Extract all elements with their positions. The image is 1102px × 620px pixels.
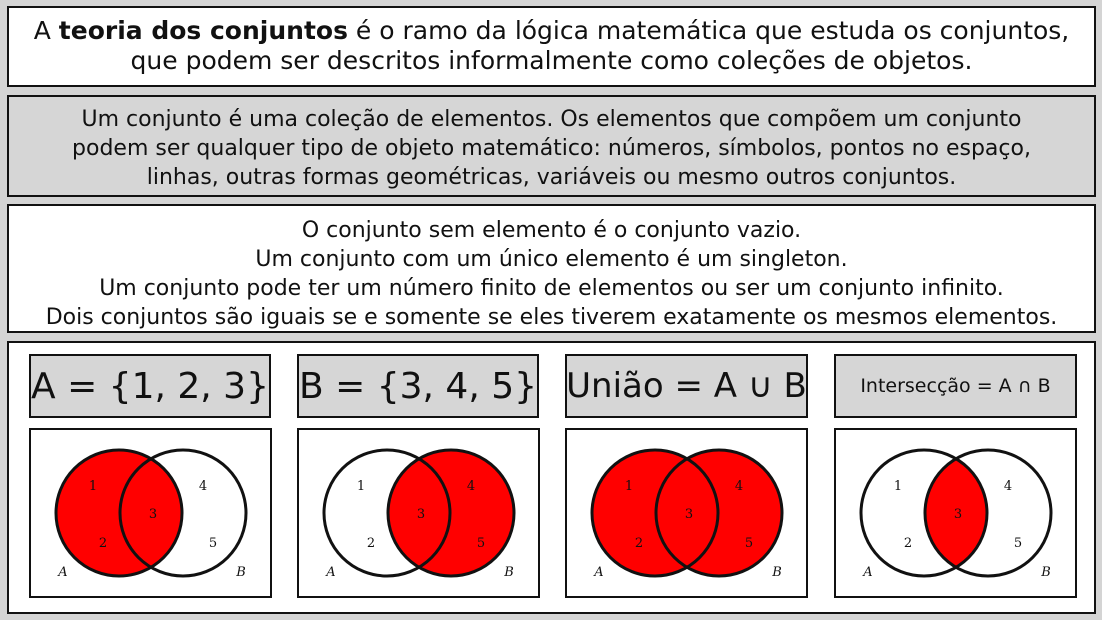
element-label: 5 [1013,536,1023,551]
element-label: 1 [893,479,903,494]
intro-line-1-rest: é o ramo da lógica matemática que estuda os conjuntos, [347,16,1070,45]
set-a-name: A [58,565,68,580]
element-label: 3 [148,507,158,522]
element-label: 2 [634,536,644,551]
intro-line-1 [9,16,1094,46]
set-a-name: A [594,565,604,580]
intro-line-2: que podem ser descritos informalmente como coleções de objetos. [130,46,973,75]
intro-term: teoria dos conjuntos [58,16,348,45]
venn-diagram-b [297,428,540,598]
set-b-name: B [1041,565,1051,580]
element-label: 1 [88,479,98,494]
element-label: 4 [198,479,208,494]
element-label: 3 [416,507,426,522]
element-label: 4 [466,479,476,494]
element-label: 4 [734,479,744,494]
venn-svg [567,430,806,596]
venn-diagram-intersection [834,428,1077,598]
venn-svg [31,430,270,596]
label-set-b: B = {3, 4, 5} [297,354,539,418]
definition-panel [7,95,1096,197]
definition-line: linhas, outras formas geométricas, variáveis ou mesmo outros conjuntos. [146,165,957,190]
element-label: 1 [356,479,366,494]
label-intersection: Intersecção = A ∩ B [834,354,1077,418]
element-label: 5 [208,536,218,551]
fact-line: Dois conjuntos são iguais se e somente se eles tiverem exatamente os mesmos elementos. [45,305,1058,330]
label-set-a: A = {1, 2, 3} [29,354,271,418]
venn-diagram-a [29,428,272,598]
definition-line: Um conjunto é uma coleção de elementos. Os elementos que compõem um conjunto [81,107,1022,132]
set-b-name: B [772,565,782,580]
intro-prefix: A [33,16,59,45]
element-label: 4 [1003,479,1013,494]
element-label: 3 [684,507,694,522]
element-label: 1 [624,479,634,494]
set-b-name: B [236,565,246,580]
element-label: 2 [903,536,913,551]
fact-line: Um conjunto com um único elemento é um singleton. [255,247,848,272]
fact-line: O conjunto sem elemento é o conjunto vazio. [301,218,802,243]
intro-panel [7,6,1096,87]
set-b-name: B [504,565,514,580]
definition-line: podem ser qualquer tipo de objeto matemático: números, símbolos, pontos no espaço, [72,136,1031,161]
element-label: 3 [953,507,963,522]
element-label: 2 [98,536,108,551]
venn-svg [299,430,538,596]
facts-panel [7,204,1096,333]
set-a-name: A [863,565,873,580]
set-a-name: A [326,565,336,580]
element-label: 5 [476,536,486,551]
fact-line: Um conjunto pode ter um número finito de elementos ou ser um conjunto infinito. [99,276,1004,301]
element-label: 2 [366,536,376,551]
venn-svg [836,430,1075,596]
label-union: União = A ∪ B [565,354,808,418]
element-label: 5 [744,536,754,551]
venn-diagram-union [565,428,808,598]
